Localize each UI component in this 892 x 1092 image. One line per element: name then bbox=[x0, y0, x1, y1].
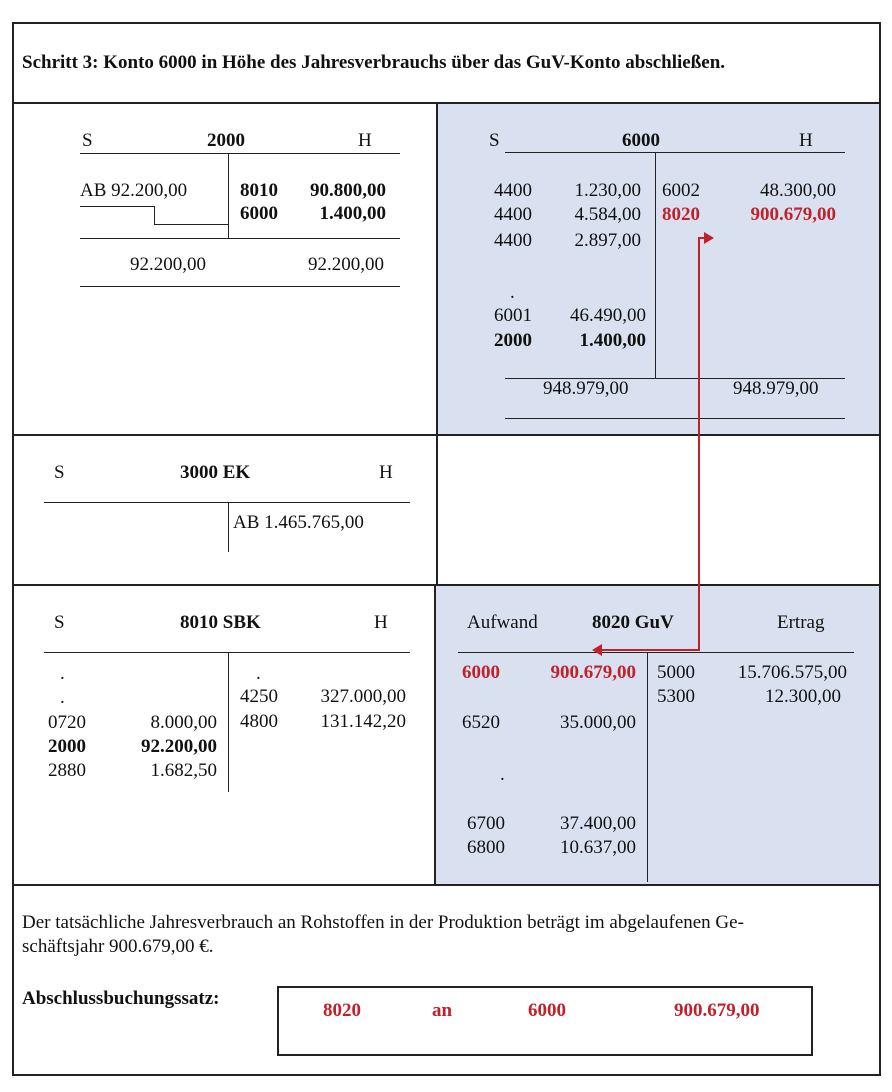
total-debit: 92.200,00 bbox=[130, 254, 206, 275]
ellipsis-dot: . bbox=[60, 687, 65, 708]
ellipsis-dot: . bbox=[500, 764, 505, 785]
debit-account: 4400 bbox=[494, 230, 532, 251]
debit-account: 6520 bbox=[462, 712, 500, 733]
account-title: 3000 EK bbox=[180, 462, 251, 483]
t-account-divider bbox=[228, 502, 229, 552]
debit-side-label: Aufwand bbox=[467, 612, 538, 633]
debit-side-label: S bbox=[54, 612, 65, 633]
debit-side-label: S bbox=[54, 462, 65, 483]
closing-account: 6000 bbox=[462, 662, 500, 683]
page-title: Schritt 3: Konto 6000 in Höhe des Jahresverbrauchs über das GuV-Konto abschließen. bbox=[22, 52, 726, 73]
closing-amount: 900.679,00 bbox=[750, 204, 836, 225]
debit-side-label: S bbox=[489, 130, 500, 151]
explanation-line: Der tatsächliche Jahresverbrauch an Rohstoffen in der Produktion beträgt im abgelaufenen Ge- bbox=[22, 912, 744, 933]
credit-amount: 327.000,00 bbox=[320, 686, 406, 707]
debit-amount: 35.000,00 bbox=[560, 712, 636, 733]
connector-line bbox=[600, 649, 700, 651]
debit-account: 6800 bbox=[467, 837, 505, 858]
debit-account: 6001 bbox=[494, 305, 532, 326]
grid-line bbox=[434, 584, 436, 886]
t-account-bar bbox=[44, 652, 410, 653]
explanation-line: schäftsjahr 900.679,00 €. bbox=[22, 936, 214, 957]
credit-account: 4800 bbox=[240, 711, 278, 732]
ellipsis-dot: . bbox=[60, 663, 65, 684]
closing-account: 8020 bbox=[662, 204, 700, 225]
debit-amount: 92.200,00 bbox=[141, 736, 217, 757]
ellipsis-dot: . bbox=[510, 282, 515, 303]
debit-amount: 37.400,00 bbox=[560, 813, 636, 834]
balance-mark bbox=[154, 206, 155, 224]
balance-mark bbox=[154, 224, 228, 225]
balance-mark bbox=[80, 206, 154, 207]
debit-amount: 46.490,00 bbox=[570, 305, 646, 326]
debit-amount: 1.682,50 bbox=[150, 760, 217, 781]
debit-amount: 1.400,00 bbox=[579, 330, 646, 351]
debit-account: 2000 bbox=[48, 736, 86, 757]
booking-amount: 900.679,00 bbox=[674, 1000, 760, 1021]
entry-amount: 1.400,00 bbox=[319, 203, 386, 224]
account-title: 8020 GuV bbox=[592, 612, 674, 633]
total-credit: 92.200,00 bbox=[308, 254, 384, 275]
debit-account: 6700 bbox=[467, 813, 505, 834]
grid-line bbox=[12, 584, 881, 586]
credit-amount: 12.300,00 bbox=[765, 686, 841, 707]
debit-amount: 4.584,00 bbox=[574, 204, 641, 225]
t-account-bar bbox=[44, 502, 410, 503]
debit-amount: 1.230,00 bbox=[574, 180, 641, 201]
t-account-bar bbox=[80, 153, 400, 154]
debit-account: 2000 bbox=[494, 330, 532, 351]
debit-amount: 8.000,00 bbox=[150, 712, 217, 733]
sum-line bbox=[80, 286, 400, 287]
entry-account: 8010 bbox=[240, 180, 278, 201]
debit-account: 4400 bbox=[494, 204, 532, 225]
opening-balance: AB 92.200,00 bbox=[80, 180, 188, 201]
credit-side-label: H bbox=[358, 130, 372, 151]
connector-line bbox=[698, 238, 700, 650]
arrow-right-icon bbox=[704, 232, 716, 244]
booking-debit: 8020 bbox=[323, 1000, 361, 1021]
account-title: 8010 SBK bbox=[180, 612, 261, 633]
t-account-divider bbox=[228, 652, 229, 792]
credit-amount: 15.706.575,00 bbox=[737, 662, 847, 683]
credit-account: 5000 bbox=[657, 662, 695, 683]
t-account-bar bbox=[505, 152, 845, 153]
sum-line bbox=[505, 418, 845, 419]
debit-amount: 2.897,00 bbox=[574, 230, 641, 251]
t-account-divider bbox=[228, 153, 229, 238]
t-account-bar bbox=[458, 652, 854, 653]
debit-account: 4400 bbox=[494, 180, 532, 201]
grid-line bbox=[12, 102, 881, 104]
debit-account: 0720 bbox=[48, 712, 86, 733]
credit-account: 4250 bbox=[240, 686, 278, 707]
credit-side-label: H bbox=[799, 130, 813, 151]
credit-amount: 131.142,20 bbox=[320, 711, 406, 732]
arrow-left-icon bbox=[590, 644, 602, 656]
booking-label: Abschlussbuchungssatz: bbox=[22, 988, 220, 1009]
closing-amount: 900.679,00 bbox=[550, 662, 636, 683]
total-debit: 948.979,00 bbox=[543, 378, 629, 399]
credit-side-label: Ertrag bbox=[777, 612, 825, 633]
grid-line bbox=[12, 884, 881, 886]
ellipsis-dot: . bbox=[256, 663, 261, 684]
credit-account: 6002 bbox=[662, 180, 700, 201]
booking-an: an bbox=[432, 1000, 453, 1021]
entry-account: 6000 bbox=[240, 203, 278, 224]
account-title: 6000 bbox=[622, 130, 660, 151]
debit-amount: 10.637,00 bbox=[560, 837, 636, 858]
grid-line bbox=[12, 434, 881, 436]
debit-account: 2880 bbox=[48, 760, 86, 781]
debit-side-label: S bbox=[82, 130, 93, 151]
credit-side-label: H bbox=[379, 462, 393, 483]
grid-line bbox=[436, 102, 438, 586]
opening-balance: AB 1.465.765,00 bbox=[233, 512, 364, 533]
total-credit: 948.979,00 bbox=[733, 378, 819, 399]
credit-account: 5300 bbox=[657, 686, 695, 707]
t-account-divider bbox=[655, 152, 656, 378]
sum-line bbox=[80, 238, 400, 239]
entry-amount: 90.800,00 bbox=[310, 180, 386, 201]
account-title: 2000 bbox=[207, 130, 245, 151]
credit-side-label: H bbox=[374, 612, 388, 633]
credit-amount: 48.300,00 bbox=[760, 180, 836, 201]
t-account-divider bbox=[647, 652, 648, 882]
booking-credit: 6000 bbox=[528, 1000, 566, 1021]
